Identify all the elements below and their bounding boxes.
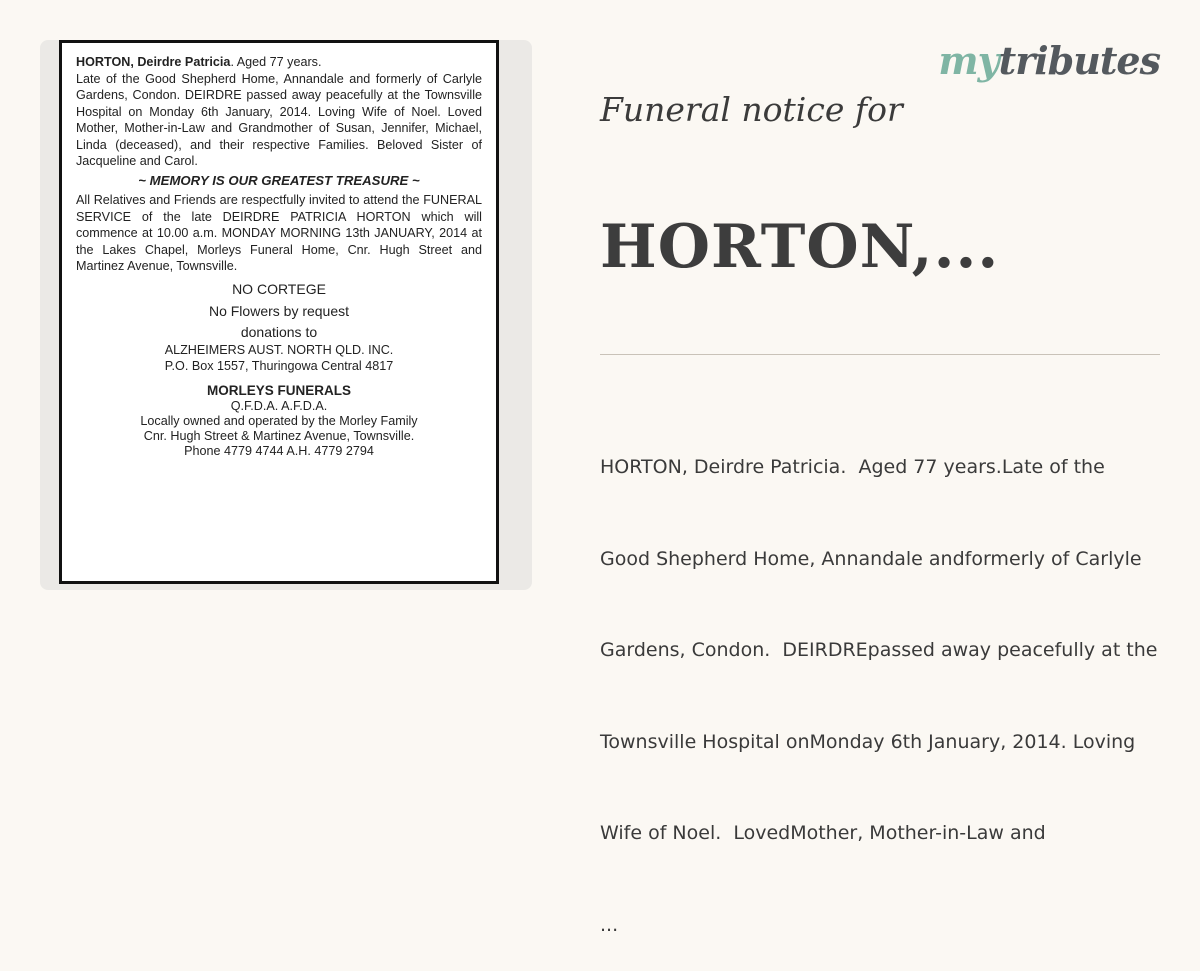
notice-excerpt	[600, 391, 1180, 971]
notice-deceased-name: HORTON, Deirdre Patricia	[76, 55, 231, 69]
excerpt-line: Wife of Noel. LovedMother, Mother-in-Law and	[600, 822, 1046, 844]
logo-my: my	[938, 38, 999, 83]
notice-spacer	[76, 375, 482, 383]
notice-no-cortege: NO CORTEGE	[232, 280, 326, 297]
notice-director-owner: Locally owned and operated by the Morley Family	[140, 414, 418, 428]
notice-age: . Aged 77 years.	[230, 55, 322, 69]
notice-paragraph-2: All Relatives and Friends are respectfully invited to attend the FUNERAL SERVICE of the late DEIRDRE PATRICIA HORTON which will commence at 10.00 a.m. MONDAY MORNING 13th JANUARY, 2014 at the Lakes Chapel, Morleys Funeral Home, Cnr. Hugh Street and Martinez Avenue, Townsville.	[76, 193, 482, 273]
page-subtitle: Funeral notice for	[600, 90, 903, 129]
deceased-name-title: HORTON,...	[600, 212, 1000, 282]
excerpt-line: Good Shepherd Home, Annandale andformerly of Carlyle	[600, 547, 1142, 570]
notice-no-flowers: No Flowers by request	[208, 302, 350, 319]
excerpt-line: Townsville Hospital onMonday 6th January, 2014. Loving	[600, 730, 1136, 753]
notice-director-phone: Phone 4779 4744 A.H. 4779 2794	[184, 444, 374, 458]
notice-image-panel	[40, 40, 532, 590]
notice-charity: ALZHEIMERS AUST. NORTH QLD. INC.	[164, 342, 394, 357]
notice-motto: ~ MEMORY IS OUR GREATEST TREASURE ~	[138, 172, 420, 188]
notice-heading	[76, 54, 482, 71]
excerpt-line: Gardens, Condon. DEIRDREpassed away peacefully at the	[600, 639, 1158, 661]
notice-charity-address: P.O. Box 1557, Thuringowa Central 4817	[164, 359, 394, 373]
excerpt-line: HORTON, Deirdre Patricia. Aged 77 years.Late of the	[600, 456, 1105, 478]
notice-director-address: Cnr. Hugh Street & Martinez Avenue, Townsville.	[143, 429, 415, 443]
divider	[600, 354, 1160, 355]
notice-donations: donations to	[240, 323, 318, 340]
mytributes-logo[interactable]	[938, 38, 1160, 83]
notice-director-name: MORLEYS FUNERALS	[206, 382, 351, 398]
newspaper-notice-clipping	[59, 40, 499, 584]
excerpt-ellipsis: ...	[600, 913, 619, 936]
logo-tributes: tributes	[998, 38, 1160, 83]
notice-paragraph-1: Late of the Good Shepherd Home, Annandale and formerly of Carlyle Gardens, Condon. DEIRDRE passed away peacefully at the Townsville Hospital on Monday 6th January, 2014. Loving Wife of Noel. Loved Mother, Mother-in-Law and Grandmother of Susan, Jennifer, Michael, Linda (deceased), and their respective Families. Beloved Sister of Jacqueline and Carol.	[76, 71, 482, 168]
notice-director-qualifications: Q.F.D.A. A.F.D.A.	[230, 399, 328, 413]
